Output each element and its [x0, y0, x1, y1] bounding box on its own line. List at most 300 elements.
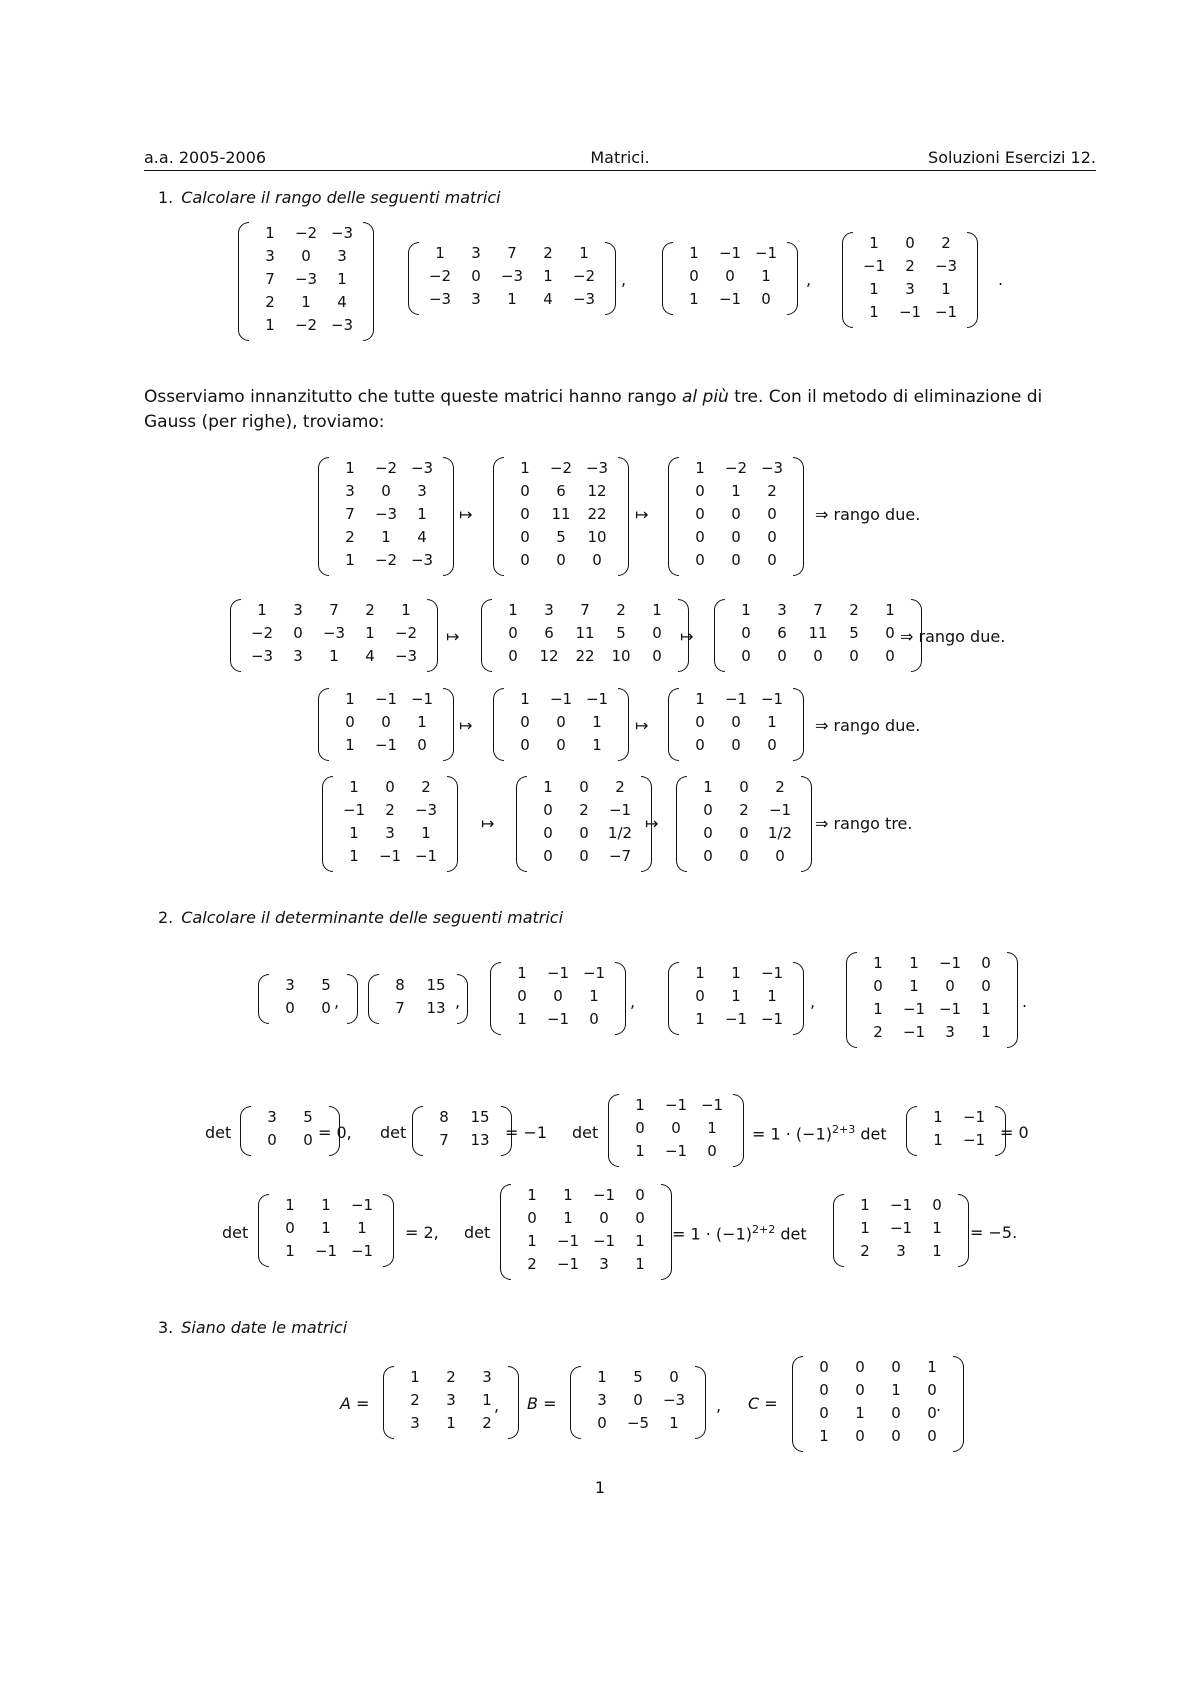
matrix-entry: 1	[860, 1196, 870, 1214]
matrix-entry: 1	[635, 1232, 645, 1250]
matrix-entry: 0	[767, 551, 777, 569]
matrix-entry: −1	[585, 690, 609, 708]
matrix-entry: −1	[898, 303, 922, 321]
matrix-entry: 2	[410, 1391, 420, 1409]
matrix-entry: 0	[927, 1427, 937, 1445]
matrix-entry: 3	[482, 1368, 492, 1386]
matrix-entry: −1	[556, 1232, 580, 1250]
matrix-entry: 0	[767, 736, 777, 754]
expansion-factor: = 1 · (−1)	[752, 1124, 832, 1144]
matrix-entry: 0	[520, 551, 530, 569]
matrix-entry: 2	[860, 1242, 870, 1260]
matrix-entry: −1	[700, 1096, 724, 1114]
matrix-entry: 0	[855, 1381, 865, 1399]
matrix-entry: 1	[707, 1119, 717, 1137]
comma: ,	[334, 992, 340, 1011]
matrix-entry: 1	[345, 459, 355, 477]
matrix-entry: 0	[520, 505, 530, 523]
problem-3-number: 3.	[158, 1318, 174, 1337]
matrix-entry: 1	[695, 690, 705, 708]
matrix-entry: 0	[725, 267, 735, 285]
matrix-entry: 0	[520, 736, 530, 754]
matrix-entry: 0	[695, 987, 705, 1005]
matrix-entry: −2	[374, 551, 398, 569]
matrix-entry: 1	[767, 987, 777, 1005]
matrix-entry: 0	[695, 505, 705, 523]
comma: ,	[494, 1396, 500, 1415]
rank-result: ⇒ rango due.	[900, 627, 1006, 646]
matrix-entry: 1	[927, 1358, 937, 1376]
matrix-entry: 0	[927, 1404, 937, 1422]
matrix-entry: 1	[635, 1142, 645, 1160]
left-parenthesis	[238, 222, 249, 341]
matrix-entry: −1	[546, 1010, 570, 1028]
matrix-entry: 0	[945, 977, 955, 995]
matrix-entry: −2	[549, 459, 573, 477]
matrix-entry: 1	[357, 1219, 367, 1237]
left-parenthesis	[318, 457, 329, 576]
matrix-entry: 1	[869, 280, 879, 298]
matrix-entry: 0	[891, 1358, 901, 1376]
matrix-entry: 1	[401, 601, 411, 619]
right-parenthesis	[618, 457, 629, 576]
matrix-entry: 1/2	[767, 824, 793, 842]
matrix-entry: 1	[337, 270, 347, 288]
matrix-entry: −1	[546, 964, 570, 982]
matrix-entry: 1/2	[607, 824, 633, 842]
matrix-entry: 0	[775, 847, 785, 865]
matrix-entry: −1	[592, 1232, 616, 1250]
matrix-entry: 6	[556, 482, 566, 500]
matrix-entry: −3	[322, 624, 346, 642]
matrix-entry: 0	[652, 647, 662, 665]
matrix-entry: 1	[932, 1242, 942, 1260]
matrix-entry: 1	[909, 977, 919, 995]
matrix-entry: 0	[695, 713, 705, 731]
matrix-entry: 1	[589, 987, 599, 1005]
matrix-entry: 1	[265, 224, 275, 242]
left-parenthesis	[493, 457, 504, 576]
matrix-entry: −1	[582, 964, 606, 982]
left-parenthesis	[322, 776, 333, 872]
matrix-entry: −2	[294, 224, 318, 242]
matrix-entry: 1	[410, 1368, 420, 1386]
left-parenthesis	[714, 599, 725, 672]
label-A: A =	[340, 1394, 370, 1413]
matrix-entry: 2	[543, 244, 553, 262]
matrix-entry: 1	[349, 824, 359, 842]
expansion-factor: = 1 · (−1)	[672, 1224, 752, 1244]
matrix-entry: −1	[374, 736, 398, 754]
matrix-gauss2-c	[714, 599, 922, 672]
matrix-entry: 1	[652, 601, 662, 619]
matrix-entry: −1	[350, 1196, 374, 1214]
result-1: = 0,	[318, 1123, 352, 1142]
matrix-entry: 0	[891, 1427, 901, 1445]
matrix-entry: 0	[731, 505, 741, 523]
matrix-entry: 0	[767, 505, 777, 523]
matrix-entry: −1	[664, 1142, 688, 1160]
matrix-entry: 3	[471, 290, 481, 308]
matrix-entry: 3	[293, 647, 303, 665]
matrix-entry: 0	[731, 713, 741, 731]
matrix-entry: 1	[981, 1023, 991, 1041]
matrix-entry: 2	[365, 601, 375, 619]
matrix-entry: 1	[981, 1000, 991, 1018]
exponent: 2+2	[752, 1223, 776, 1236]
left-parenthesis	[258, 1194, 269, 1267]
right-parenthesis	[793, 962, 804, 1035]
expansion-2	[672, 1223, 807, 1243]
matrix-entry: 1	[446, 1414, 456, 1432]
matrix-entry: −3	[294, 270, 318, 288]
matrix-entry: 4	[365, 647, 375, 665]
right-parenthesis	[447, 776, 458, 872]
matrix-entry: 0	[849, 647, 859, 665]
comma: ,	[716, 1396, 722, 1415]
matrix-entry: 1	[349, 778, 359, 796]
matrix-entry: 2	[385, 801, 395, 819]
maps-to-arrow: ↦	[645, 814, 659, 833]
matrix-entry: 3	[267, 1108, 277, 1126]
matrix-entry: −1	[549, 690, 573, 708]
left-parenthesis	[668, 457, 679, 576]
matrix-entry: 8	[439, 1108, 449, 1126]
matrix-entry: 1	[932, 1219, 942, 1237]
matrix-entry: 2	[482, 1414, 492, 1432]
period: .	[1022, 992, 1028, 1011]
matrix-gauss2-b	[481, 599, 689, 672]
matrix-entry: −1	[902, 1023, 926, 1041]
matrix-entry: 0	[739, 847, 749, 865]
matrix-entry: 10	[611, 647, 631, 665]
matrix-entry: 1	[635, 1255, 645, 1273]
left-parenthesis	[368, 974, 379, 1024]
matrix-entry: 1	[731, 482, 741, 500]
matrix-entry: 5	[303, 1108, 313, 1126]
header-year: a.a. 2005-2006	[144, 148, 267, 167]
matrix-entry: 1	[873, 954, 883, 972]
left-parenthesis	[240, 1106, 251, 1156]
matrix-gauss3-b	[493, 688, 629, 761]
matrix-entry: −3	[662, 1391, 686, 1409]
matrix-entry: 1	[285, 1242, 295, 1260]
matrix-entry: 0	[739, 824, 749, 842]
label-C: C =	[748, 1394, 778, 1413]
matrix-entry: 1	[933, 1108, 943, 1126]
matrix-gauss4-a	[322, 776, 458, 872]
matrix-p1-a	[238, 222, 374, 341]
right-parenthesis	[615, 962, 626, 1035]
result-4: = 2,	[405, 1223, 439, 1242]
matrix-entry: 0	[703, 801, 713, 819]
matrix-entry: −1	[754, 244, 778, 262]
matrix-entry: 1	[941, 280, 951, 298]
matrix-entry: 3	[471, 244, 481, 262]
matrix-entry: −1	[962, 1131, 986, 1149]
matrix-entry: 0	[891, 1404, 901, 1422]
matrix-entry: 4	[417, 528, 427, 546]
matrix-entry: 0	[520, 482, 530, 500]
matrix-entry: −2	[572, 267, 596, 285]
matrix-entry: 0	[855, 1358, 865, 1376]
intro-emphasis: al più	[681, 387, 729, 407]
left-parenthesis	[412, 1106, 423, 1156]
matrix-gauss4-b	[516, 776, 652, 872]
matrix-entry: −1	[938, 1000, 962, 1018]
left-parenthesis	[493, 688, 504, 761]
matrix-entry: 13	[426, 999, 446, 1017]
comma: ,	[621, 270, 627, 289]
matrix-entry: 2	[873, 1023, 883, 1041]
right-parenthesis	[363, 222, 374, 341]
matrix-entry: 0	[761, 290, 771, 308]
matrix-entry: 5	[321, 976, 331, 994]
matrix-entry: 1	[520, 690, 530, 708]
maps-to-arrow: ↦	[481, 814, 495, 833]
matrix-entry: 1	[873, 1000, 883, 1018]
matrix-entry: 1	[689, 290, 699, 308]
matrix-entry: −1	[760, 1010, 784, 1028]
matrix-entry: 1	[345, 690, 355, 708]
matrix-entry: 0	[707, 1142, 717, 1160]
right-parenthesis	[958, 1194, 969, 1267]
matrix-entry: 0	[471, 267, 481, 285]
matrix-entry: 1	[321, 1196, 331, 1214]
matrix-entry: 0	[873, 977, 883, 995]
matrix-entry: −2	[294, 316, 318, 334]
matrix-entry: −2	[394, 624, 418, 642]
maps-to-arrow: ↦	[459, 505, 473, 524]
matrix-entry: 0	[635, 1186, 645, 1204]
right-parenthesis	[967, 232, 978, 328]
right-parenthesis	[787, 242, 798, 315]
matrix-entry: 3	[544, 601, 554, 619]
matrix-entry: 1	[909, 954, 919, 972]
det-label: det	[205, 1123, 232, 1142]
right-parenthesis	[733, 1094, 744, 1167]
matrix-entry: 11	[551, 505, 571, 523]
matrix-p2-c	[490, 962, 626, 1035]
matrix-entry: 0	[703, 847, 713, 865]
matrix-entry: 1	[345, 551, 355, 569]
matrix-entry: 1	[265, 316, 275, 334]
matrix-entry: 1	[321, 1219, 331, 1237]
matrix-entry: 1	[869, 303, 879, 321]
problem-1-number: 1.	[158, 188, 174, 207]
left-parenthesis	[842, 232, 853, 328]
matrix-entry: 1	[695, 1010, 705, 1028]
matrix-entry: 0	[417, 736, 427, 754]
matrix-entry: 22	[587, 505, 607, 523]
matrix-entry: 0	[556, 713, 566, 731]
matrix-entry: 1	[860, 1219, 870, 1237]
matrix-entry: 1	[507, 290, 517, 308]
right-parenthesis	[801, 776, 812, 872]
det-label: det	[464, 1223, 491, 1242]
matrix-entry: −3	[934, 257, 958, 275]
matrix-entry: 1	[349, 847, 359, 865]
matrix-gauss3-a	[318, 688, 454, 761]
left-parenthesis	[516, 776, 527, 872]
matrix-entry: 0	[981, 977, 991, 995]
matrix-entry: −2	[428, 267, 452, 285]
matrix-entry: 0	[731, 736, 741, 754]
matrix-entry: 0	[731, 528, 741, 546]
matrix-entry: 2	[446, 1368, 456, 1386]
matrix-entry: 1	[695, 459, 705, 477]
matrix-entry: 4	[337, 293, 347, 311]
matrix-entry: −1	[724, 690, 748, 708]
right-parenthesis	[661, 1184, 672, 1280]
maps-to-arrow: ↦	[459, 716, 473, 735]
det-label: det	[380, 1123, 407, 1142]
right-parenthesis	[618, 688, 629, 761]
left-parenthesis	[676, 776, 687, 872]
problem-1-statement	[158, 188, 501, 207]
matrix-entry: 15	[426, 976, 446, 994]
matrix-entry: 12	[587, 482, 607, 500]
matrix-entry: −3	[374, 505, 398, 523]
matrix-det-2	[412, 1106, 512, 1156]
right-parenthesis	[427, 599, 438, 672]
left-parenthesis	[792, 1356, 803, 1452]
matrix-entry: 1	[669, 1414, 679, 1432]
result-5: = −5.	[970, 1223, 1018, 1242]
matrix-entry: 0	[592, 551, 602, 569]
matrix-entry: 7	[329, 601, 339, 619]
matrix-entry: 0	[633, 1391, 643, 1409]
left-parenthesis	[258, 974, 269, 1024]
matrix-entry: −3	[500, 267, 524, 285]
matrix-entry: 5	[616, 624, 626, 642]
running-header	[144, 148, 1096, 171]
matrix-entry: 0	[855, 1427, 865, 1445]
matrix-entry: 0	[293, 624, 303, 642]
matrix-entry: 1	[933, 1131, 943, 1149]
matrix-gauss2-a	[230, 599, 438, 672]
matrix-entry: 3	[265, 247, 275, 265]
matrix-entry: −7	[608, 847, 632, 865]
matrix-entry: 0	[508, 624, 518, 642]
matrix-entry: 1	[345, 736, 355, 754]
matrix-entry: 2	[849, 601, 859, 619]
matrix-entry: −1	[938, 954, 962, 972]
result-3: = 0	[1000, 1123, 1029, 1142]
matrix-entry: −1	[718, 244, 742, 262]
matrix-entry: 1	[819, 1427, 829, 1445]
matrix-entry: 0	[885, 647, 895, 665]
exponent: 2+3	[832, 1123, 856, 1136]
matrix-det-3	[608, 1094, 744, 1167]
right-parenthesis	[793, 688, 804, 761]
matrix-det-5-minor	[833, 1194, 969, 1267]
right-parenthesis	[1007, 952, 1018, 1048]
matrix-entry: 0	[381, 482, 391, 500]
maps-to-arrow: ↦	[635, 505, 649, 524]
matrix-entry: 1	[563, 1209, 573, 1227]
matrix-entry: 0	[285, 1219, 295, 1237]
matrix-entry: 1	[517, 1010, 527, 1028]
right-parenthesis	[508, 1366, 519, 1439]
matrix-entry: −1	[556, 1255, 580, 1273]
matrix-p2-d	[668, 962, 804, 1035]
matrix-entry: −3	[330, 224, 354, 242]
matrix-entry: 0	[520, 713, 530, 731]
matrix-gauss4-c	[676, 776, 812, 872]
intro-paragraph	[144, 385, 1096, 435]
matrix-entry: 2	[941, 234, 951, 252]
matrix-entry: 13	[470, 1131, 490, 1149]
matrix-entry: 0	[819, 1381, 829, 1399]
matrix-entry: −1	[889, 1219, 913, 1237]
matrix-entry: 0	[652, 624, 662, 642]
matrix-entry: 0	[579, 778, 589, 796]
matrix-entry: 2	[616, 601, 626, 619]
matrix-entry: 0	[321, 999, 331, 1017]
matrix-entry: −1	[862, 257, 886, 275]
matrix-entry: 2	[775, 778, 785, 796]
matrix-entry: −3	[572, 290, 596, 308]
matrix-entry: 0	[517, 987, 527, 1005]
matrix-entry: 0	[579, 824, 589, 842]
expansion-1	[752, 1123, 887, 1143]
header-title: Matrici.	[590, 148, 650, 167]
matrix-entry: −3	[410, 459, 434, 477]
matrix-entry: 0	[671, 1119, 681, 1137]
matrix-entry: −1	[889, 1196, 913, 1214]
matrix-entry: 0	[741, 624, 751, 642]
problem-3-text: Siano date le matrici	[181, 1318, 348, 1337]
rank-result: ⇒ rango tre.	[815, 814, 913, 833]
matrix-gauss1-a	[318, 457, 454, 576]
maps-to-arrow: ↦	[680, 627, 694, 646]
matrix-entry: 0	[767, 528, 777, 546]
matrix-entry: 2	[739, 801, 749, 819]
right-parenthesis	[695, 1366, 706, 1439]
right-parenthesis	[443, 457, 454, 576]
matrix-entry: 0	[556, 551, 566, 569]
matrix-entry: 15	[470, 1108, 490, 1126]
matrix-p1-c	[662, 242, 798, 315]
matrix-entry: 0	[695, 551, 705, 569]
matrix-entry: 0	[741, 647, 751, 665]
comma: ,	[810, 992, 816, 1011]
matrix-entry: 0	[981, 954, 991, 972]
left-parenthesis	[608, 1094, 619, 1167]
period: .	[936, 1396, 942, 1415]
matrix-gauss1-b	[493, 457, 629, 576]
matrix-entry: 1	[597, 1368, 607, 1386]
matrix-entry: −3	[330, 316, 354, 334]
page-number: 1	[594, 1478, 606, 1497]
det-label: det	[780, 1224, 807, 1244]
matrix-entry: −1	[768, 801, 792, 819]
matrix-entry: 0	[589, 1010, 599, 1028]
matrix-entry: 1	[517, 964, 527, 982]
matrix-entry: −1	[414, 847, 438, 865]
header-section: Soluzioni Esercizi 12.	[928, 148, 1096, 167]
matrix-entry: 0	[777, 647, 787, 665]
matrix-entry: 0	[819, 1404, 829, 1422]
matrix-entry: 0	[381, 713, 391, 731]
comma: ,	[455, 992, 461, 1011]
matrix-entry: 7	[580, 601, 590, 619]
period: .	[998, 270, 1004, 289]
matrix-entry: 1	[435, 244, 445, 262]
matrix-p2-b	[368, 974, 468, 1024]
matrix-entry: −2	[724, 459, 748, 477]
